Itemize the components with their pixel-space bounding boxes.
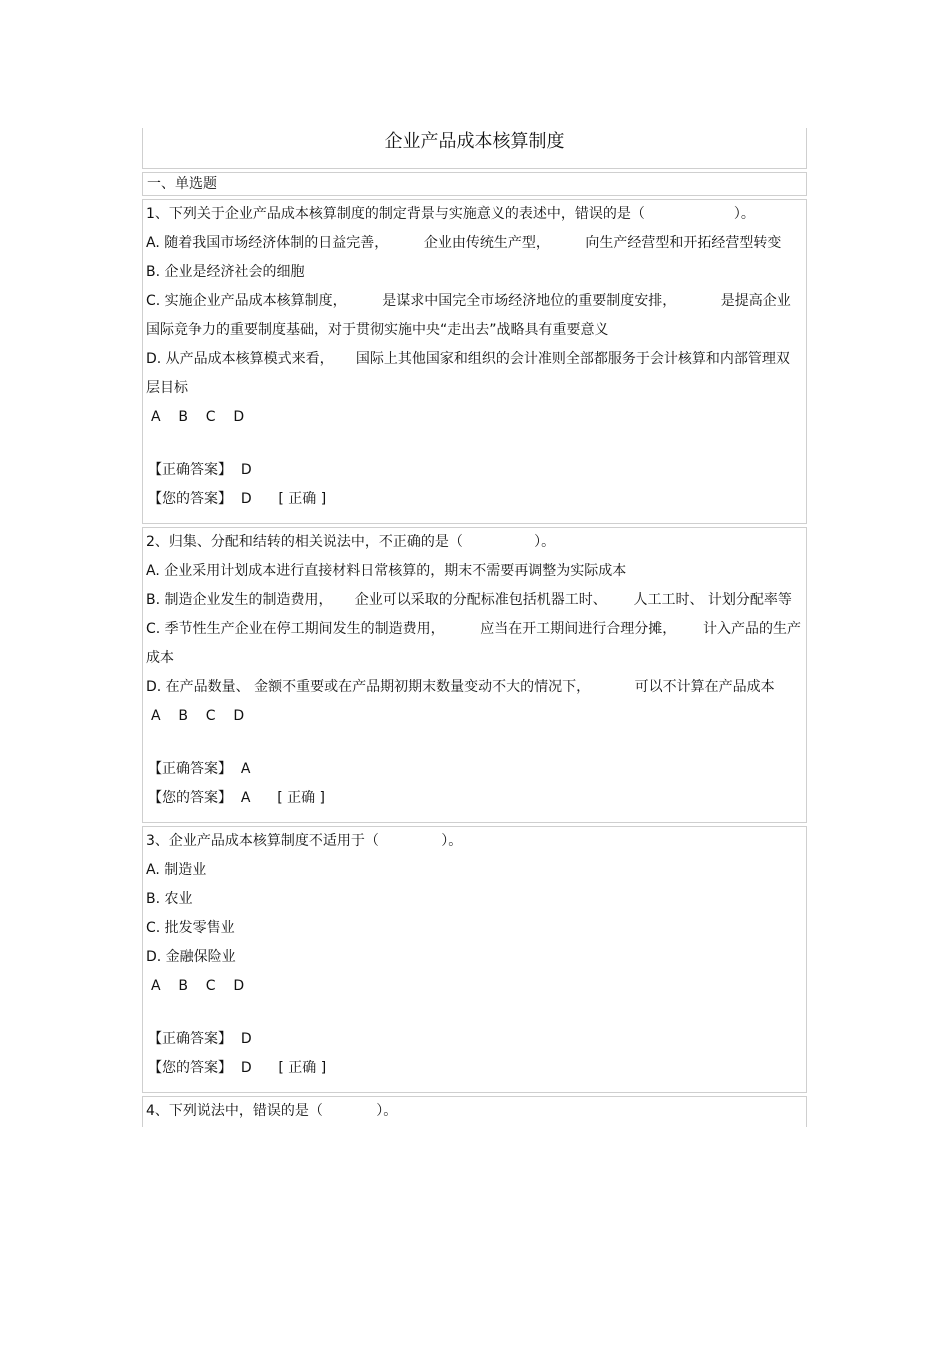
your-answer-label: 【您的答案】	[148, 790, 232, 806]
your-answer-label: 【您的答案】	[148, 491, 232, 507]
answer-choices[interactable]: A B C D	[151, 409, 245, 425]
your-answer	[146, 485, 802, 514]
option-d: D. 从产品成本核算模式来看， 国际上其他国家和组织的会计准则全部都服务于会计核算和内部管理双层目标	[146, 351, 790, 396]
correct-answer-label: 【正确答案】	[148, 1031, 232, 1047]
question-stem: 4、下列说法中，错误的是（ ）。	[146, 1103, 398, 1119]
question-stem: 1、下列关于企业产品成本核算制度的制定背景与实施意义的表述中，错误的是（ ）。	[146, 206, 755, 222]
correct-answer	[146, 1025, 802, 1054]
question-2	[142, 527, 807, 823]
title-box	[142, 128, 807, 169]
option-c: C. 实施企业产品成本核算制度， 是谋求中国完全市场经济地位的重要制度安排， 是提高企业国际竞争力的重要制度基础，对于贯彻实施中央“走出去”战略具有重要意义	[146, 293, 791, 338]
your-answer-value: D	[240, 1060, 252, 1076]
option-b: B. 企业是经济社会的细胞	[146, 264, 305, 280]
your-answer-value: D	[240, 491, 252, 507]
spacer	[146, 1001, 802, 1025]
option-b: B. 农业	[146, 891, 193, 907]
section-header	[142, 172, 807, 196]
page-title: 企业产品成本核算制度	[384, 131, 565, 152]
question-4	[142, 1096, 807, 1127]
option-c: C. 批发零售业	[146, 920, 235, 936]
option-c: C. 季节性生产企业在停工期间发生的制造费用， 应当在开工期间进行合理分摊， 计入产品的生产成本	[146, 621, 801, 666]
result-badge: [ 正确 ]	[277, 790, 326, 806]
option-a: A. 企业采用计划成本进行直接材料日常核算的，期末不需要再调整为实际成本	[146, 563, 627, 579]
correct-answer-label: 【正确答案】	[148, 462, 232, 478]
question-stem: 2、归集、分配和结转的相关说法中，不正确的是（ ）。	[146, 534, 556, 550]
spacer	[146, 731, 802, 755]
spacer	[146, 432, 802, 456]
document	[142, 128, 807, 1127]
correct-answer	[146, 456, 802, 485]
correct-answer-value: A	[240, 761, 251, 777]
your-answer-label: 【您的答案】	[148, 1060, 232, 1076]
result-badge: [ 正确 ]	[278, 1060, 327, 1076]
option-a: A. 随着我国市场经济体制的日益完善， 企业由传统生产型， 向生产经营型和开拓经营型转变	[146, 235, 782, 251]
answer-choices[interactable]: A B C D	[151, 978, 245, 994]
correct-answer-value: D	[240, 462, 252, 478]
correct-answer-value: D	[240, 1031, 252, 1047]
option-d: D. 金融保险业	[146, 949, 236, 965]
result-badge: [ 正确 ]	[278, 491, 327, 507]
option-b: B. 制造企业发生的制造费用， 企业可以采取的分配标准包括机器工时、 人工工时、 计划分配率等	[146, 592, 792, 608]
correct-answer-label: 【正确答案】	[148, 761, 232, 777]
answer-choices[interactable]: A B C D	[151, 708, 245, 724]
your-answer	[146, 1054, 802, 1083]
option-a: A. 制造业	[146, 862, 207, 878]
correct-answer	[146, 755, 802, 784]
question-stem: 3、企业产品成本核算制度不适用于（ ）。	[146, 833, 463, 849]
question-3	[142, 826, 807, 1093]
question-1	[142, 199, 807, 524]
option-d: D. 在产品数量、 金额不重要或在产品期初期末数量变动不大的情况下， 可以不计算在产品成本	[146, 679, 775, 695]
your-answer-value: A	[240, 790, 251, 806]
your-answer	[146, 784, 802, 813]
section-label: 一、单选题	[147, 176, 217, 192]
